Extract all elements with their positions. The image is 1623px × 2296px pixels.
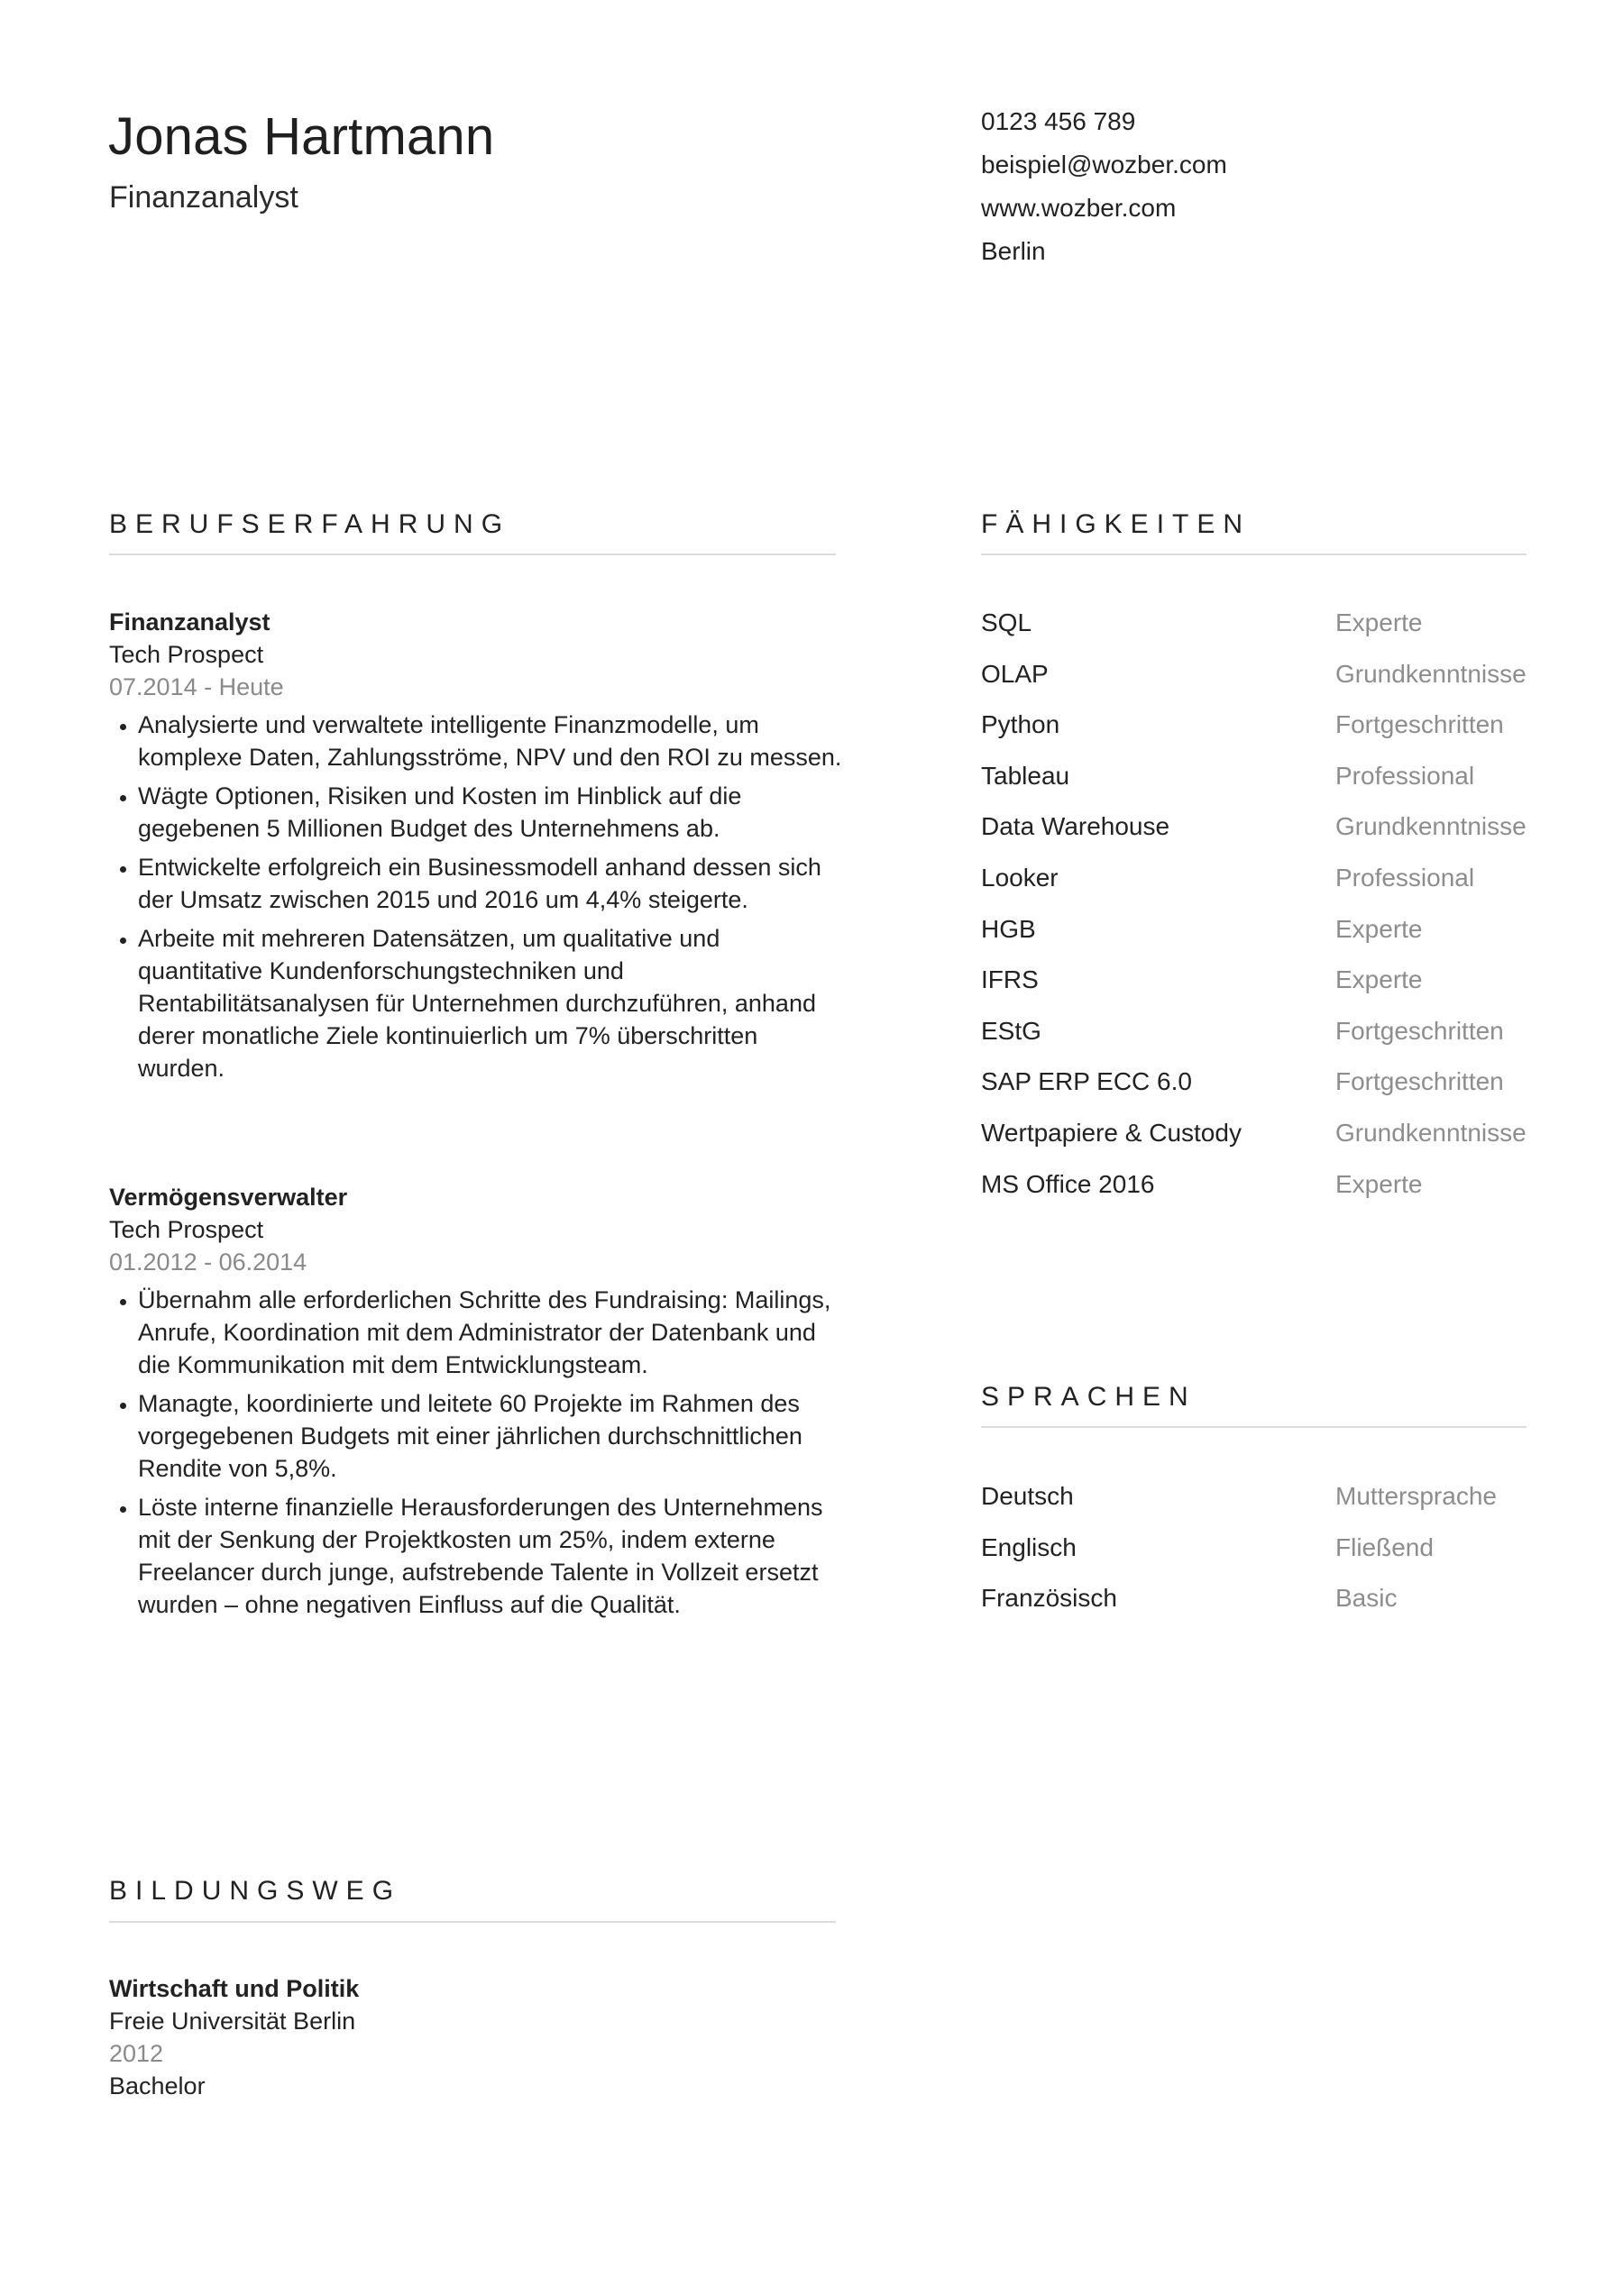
- job-bullet: • Löste interne finanzielle Herausforderungen des Unternehmens mit der Senkung der Projektkosten um 25%, indem externe Freelancer durch junge, aufstrebende Talente in Vollzeit ersetzt wurden – ohne negativen Einfluss auf die Qualität.: [138, 1491, 848, 1621]
- skill-name: SQL: [981, 608, 1032, 636]
- skills-divider: [981, 553, 1527, 555]
- job-dates: 07.2014 - Heute: [109, 673, 284, 700]
- contact-city: Berlin: [981, 237, 1046, 265]
- language-row: [981, 1481, 1540, 1532]
- experience-heading: BERUFSERFAHRUNG: [109, 509, 511, 539]
- skill-name: Python: [981, 710, 1060, 739]
- language-name: Französisch: [981, 1584, 1117, 1613]
- language-name: Deutsch: [981, 1482, 1074, 1510]
- skill-row: [981, 914, 1540, 965]
- skill-row: [981, 1118, 1540, 1169]
- skill-level: Experte: [1335, 1169, 1423, 1198]
- contact-email: beispiel@wozber.com: [981, 151, 1227, 178]
- skill-level: Experte: [1335, 965, 1423, 994]
- languages-divider: [981, 1426, 1527, 1428]
- education-level: Bachelor: [109, 2072, 206, 2099]
- language-level: Muttersprache: [1335, 1482, 1497, 1510]
- job-bullet: • Managte, koordinierte und leitete 60 Projekte im Rahmen des vorgegebenen Budgets mit einer jährlichen durchschnittlichen Rendite von 5,8%.: [138, 1387, 848, 1485]
- job-bullet: • Arbeite mit mehreren Datensätzen, um qualitative und quantitative Kundenforschungstechniken und Rentabilitätsanalysen für Unternehmen durchzuführen, anhand derer monatliche Ziele kontinuierlich um 7% überschritten wurden.: [138, 922, 848, 1084]
- skill-level: Grundkenntnisse: [1335, 659, 1527, 688]
- skill-level: Experte: [1335, 914, 1423, 943]
- languages-heading: SPRACHEN: [981, 1382, 1197, 1412]
- skill-level: Experte: [1335, 608, 1423, 636]
- skill-name: OLAP: [981, 659, 1049, 688]
- job-bullet: • Analysierte und verwaltete intelligente Finanzmodelle, um komplexe Daten, Zahlungsströme, NPV und den ROI zu messen.: [138, 709, 848, 773]
- education-year: 2012: [109, 2040, 164, 2067]
- skill-level: Professional: [1335, 761, 1475, 790]
- skill-level: Fortgeschritten: [1335, 1067, 1504, 1096]
- skill-row: [981, 659, 1540, 710]
- job-bullet: • Entwickelte erfolgreich ein Businessmodell anhand dessen sich der Umsatz zwischen 2015 und 2016 um 4,4% steigerte.: [138, 851, 848, 916]
- education-divider: [109, 1921, 836, 1923]
- skill-row: [981, 965, 1540, 1016]
- skill-row: [981, 608, 1540, 659]
- job-bullet: • Wägte Optionen, Risiken und Kosten im Hinblick auf die gegebenen 5 Millionen Budget des Unternehmens ab.: [138, 780, 848, 845]
- language-level: Basic: [1335, 1584, 1398, 1613]
- language-row: [981, 1583, 1540, 1634]
- language-row: [981, 1532, 1540, 1584]
- person-name: Jonas Hartmann: [108, 107, 495, 166]
- skill-name: HGB: [981, 914, 1036, 943]
- skill-row: [981, 1066, 1540, 1118]
- skills-list: [981, 608, 1540, 1220]
- job-title: Finanzanalyst: [109, 608, 270, 636]
- contact-block: [981, 106, 1227, 279]
- skill-level: Grundkenntnisse: [1335, 1118, 1527, 1147]
- skill-name: Tableau: [981, 761, 1070, 790]
- skill-name: MS Office 2016: [981, 1169, 1155, 1198]
- skill-row: [981, 1016, 1540, 1067]
- skill-row: [981, 811, 1540, 863]
- skill-level: Grundkenntnisse: [1335, 812, 1527, 841]
- job-company: Tech Prospect: [109, 1216, 264, 1243]
- education-entry: [109, 1972, 359, 2102]
- skill-level: Fortgeschritten: [1335, 710, 1504, 739]
- contact-phone: 0123 456 789: [981, 107, 1136, 135]
- contact-website: www.wozber.com: [981, 194, 1177, 222]
- skill-level: Professional: [1335, 863, 1475, 892]
- experience-divider: [109, 553, 836, 555]
- skill-level: Fortgeschritten: [1335, 1016, 1504, 1045]
- job-company: Tech Prospect: [109, 641, 264, 668]
- job-bullet: • Übernahm alle erforderlichen Schritte des Fundraising: Mailings, Anrufe, Koordination mit dem Administrator der Datenbank und die Kommunikation mit dem Entwicklungsteam.: [138, 1284, 848, 1381]
- language-name: Englisch: [981, 1532, 1077, 1561]
- skill-name: Looker: [981, 863, 1059, 892]
- job-entry: [109, 606, 848, 1091]
- skill-name: IFRS: [981, 965, 1039, 994]
- skill-name: SAP ERP ECC 6.0: [981, 1067, 1192, 1096]
- job-title: Vermögensverwalter: [109, 1184, 348, 1211]
- skill-row: [981, 863, 1540, 914]
- person-role: Finanzanalyst: [109, 180, 298, 215]
- skill-name: Data Warehouse: [981, 812, 1170, 841]
- languages-list: [981, 1481, 1540, 1634]
- skill-row: [981, 709, 1540, 761]
- job-bullets: [109, 1284, 848, 1621]
- education-heading: BILDUNGSWEG: [109, 1876, 402, 1906]
- education-school: Freie Universität Berlin: [109, 2008, 356, 2035]
- skill-row: [981, 1169, 1540, 1221]
- skills-heading: FÄHIGKEITEN: [981, 509, 1252, 539]
- language-level: Fließend: [1335, 1532, 1434, 1561]
- education-degree: Wirtschaft und Politik: [109, 1975, 360, 2002]
- job-entry: [109, 1181, 848, 1627]
- skill-name: Wertpapiere & Custody: [981, 1118, 1242, 1147]
- job-bullets: [109, 709, 848, 1084]
- skill-name: EStG: [981, 1016, 1041, 1045]
- skill-row: [981, 761, 1540, 812]
- job-dates: 01.2012 - 06.2014: [109, 1249, 307, 1276]
